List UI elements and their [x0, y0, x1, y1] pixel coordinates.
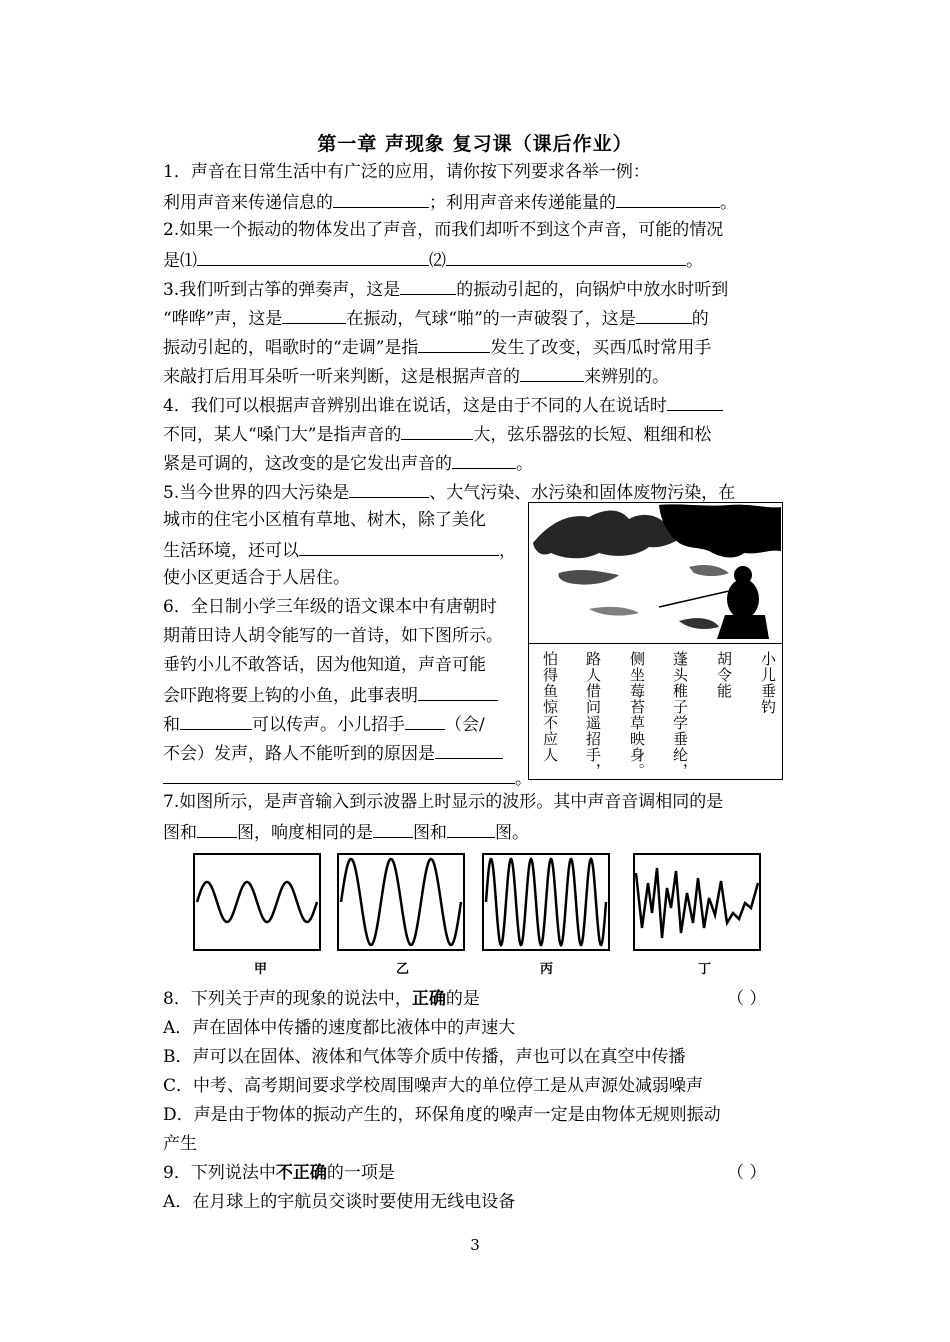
- answer-blank[interactable]: [520, 363, 584, 382]
- q2-line2: 是⑴ ⑵ 。: [163, 247, 703, 273]
- poem-title: 小儿垂钓: [759, 651, 777, 715]
- waveform-bing: [486, 859, 606, 945]
- answer-blank[interactable]: [447, 819, 495, 838]
- q5-line2: 城市的住宅小区植有草地、树木，除了美化: [163, 510, 486, 530]
- q5-line3: 生活环境，还可以 ，: [163, 537, 516, 563]
- poem-line: 蓬头稚子学垂纶，: [671, 651, 689, 779]
- q6-line5: 和 可以传声。小儿招手 （会/: [163, 711, 485, 737]
- q6-line1: 6．全日制小学三年级的语文课本中有唐朝时: [163, 597, 497, 617]
- q7-line2: 图和 图，响度相同的是 图和 图。: [163, 819, 529, 845]
- q9-option-a: A．在月球上的宇航员交谈时要使用无线电设备: [163, 1192, 516, 1212]
- q6-line3: 垂钓小儿不敢答话，因为他知道，声音可能: [163, 655, 486, 675]
- q9-stem: 9．下列说法中不正确的一项是: [163, 1163, 395, 1183]
- q6-line7: 。: [163, 765, 532, 791]
- waveform-label: 甲: [254, 962, 268, 977]
- q3-line4: 来敲打后用耳朵听一听来判断，这是根据声音的 来辨别的。: [163, 363, 669, 389]
- q9-answer-paren[interactable]: （ ）: [727, 1163, 767, 1183]
- answer-blank[interactable]: [197, 247, 429, 266]
- q6-line4: 会吓跑将要上钩的小鱼，此事表明: [163, 682, 498, 708]
- answer-blank[interactable]: [636, 305, 692, 324]
- q3-line2: “哗哗”声，这是 在振动，气球“啪”的一声破裂了，这是 的: [163, 305, 709, 331]
- answer-blank[interactable]: [405, 711, 445, 730]
- q7-line1: 7.如图所示，是声音输入到示波器上时显示的波形。其中声音音调相同的是: [163, 792, 724, 812]
- answer-blank[interactable]: [180, 711, 252, 730]
- waveform-ding: [636, 868, 758, 938]
- q3-line1: 3.我们听到古筝的弹奏声，这是 的振动引起的，向锅炉中放水时听到: [163, 276, 728, 302]
- q4-line3: 紧是可调的，这改变的是它发出声音的 。: [163, 450, 533, 476]
- waveform-yi: [341, 859, 461, 945]
- answer-blank[interactable]: [452, 450, 516, 469]
- answer-blank[interactable]: [373, 819, 413, 838]
- answer-blank[interactable]: [446, 247, 686, 266]
- oscilloscope-waveforms: [193, 853, 765, 953]
- answer-blank[interactable]: [349, 479, 429, 498]
- q8-option-b: B．声可以在固体、液体和气体等介质中传播，声也可以在真空中传播: [163, 1047, 686, 1067]
- q6-line6: 不会）发声，路人不能听到的原因是: [163, 740, 503, 766]
- q8-option-d: D．声是由于物体的振动产生的，环保角度的噪声一定是由物体无规则振动: [163, 1105, 721, 1125]
- answer-blank[interactable]: [616, 189, 720, 208]
- fishing-child-illustration: [529, 503, 782, 644]
- q4-line1: 4．我们可以根据声音辨别出谁在说话，这是由于不同的人在说话时: [163, 392, 723, 418]
- poem-line: 路人借问遥招手，: [584, 651, 602, 779]
- answer-blank[interactable]: [401, 421, 473, 440]
- q5-line1: 5.当今世界的四大污染是 、大气污染、水污染和固体废物污染，在: [163, 479, 735, 505]
- answer-blank[interactable]: [418, 334, 490, 353]
- page-title: 第一章 声现象 复习课（课后作业）: [317, 133, 633, 155]
- q5-line4: 使小区更适合于人居住。: [163, 568, 350, 588]
- poem-figure: [528, 502, 783, 780]
- waveform-label: 乙: [396, 962, 410, 977]
- poem-text: [529, 643, 782, 779]
- q6-line2: 期莆田诗人胡令能写的一首诗，如下图所示。: [163, 626, 503, 646]
- q8-option-a: A．声在固体中传播的速度都比液体中的声速大: [163, 1018, 516, 1038]
- q1-line1: 1．声音在日常生活中有广泛的应用，请你按下列要求各举一例：: [163, 162, 650, 182]
- poem-line: 怕得鱼惊不应人: [541, 651, 559, 763]
- answer-blank[interactable]: [418, 682, 498, 701]
- answer-blank[interactable]: [400, 276, 456, 295]
- answer-blank[interactable]: [282, 305, 346, 324]
- poem-author: 胡令能: [715, 651, 733, 699]
- q8-stem: 8．下列关于声的现象的说法中，正确的是: [163, 989, 480, 1009]
- answer-blank[interactable]: [299, 537, 499, 556]
- q4-line2: 不同，某人“嗓门大”是指声音的 大，弦乐器弦的长短、粗细和松: [163, 421, 711, 447]
- answer-blank[interactable]: [163, 765, 515, 784]
- q2-line1: 2.如果一个振动的物体发出了声音，而我们却听不到这个声音，可能的情况: [163, 220, 724, 240]
- waveform-label: 丙: [540, 962, 554, 977]
- q8-option-d-cont: 产生: [163, 1134, 197, 1154]
- waveform-jia: [197, 882, 317, 922]
- answer-blank[interactable]: [197, 819, 237, 838]
- answer-blank[interactable]: [435, 740, 503, 759]
- answer-blank[interactable]: [333, 189, 429, 208]
- q1-line2: 利用声音来传递信息的 ；利用声音来传递能量的 。: [163, 189, 737, 215]
- q3-line3: 振动引起的，唱歌时的“走调”是指 发生了改变，买西瓜时常用手: [163, 334, 711, 360]
- q8-answer-paren[interactable]: （ ）: [727, 989, 767, 1009]
- q8-option-c: C．中考、高考期间要求学校周围噪声大的单位停工是从声源处减弱噪声: [163, 1076, 704, 1096]
- answer-blank[interactable]: [667, 392, 723, 411]
- page-number: 3: [470, 1236, 480, 1254]
- poem-line: 侧坐莓苔草映身。: [628, 651, 646, 779]
- waveform-label: 丁: [698, 962, 712, 977]
